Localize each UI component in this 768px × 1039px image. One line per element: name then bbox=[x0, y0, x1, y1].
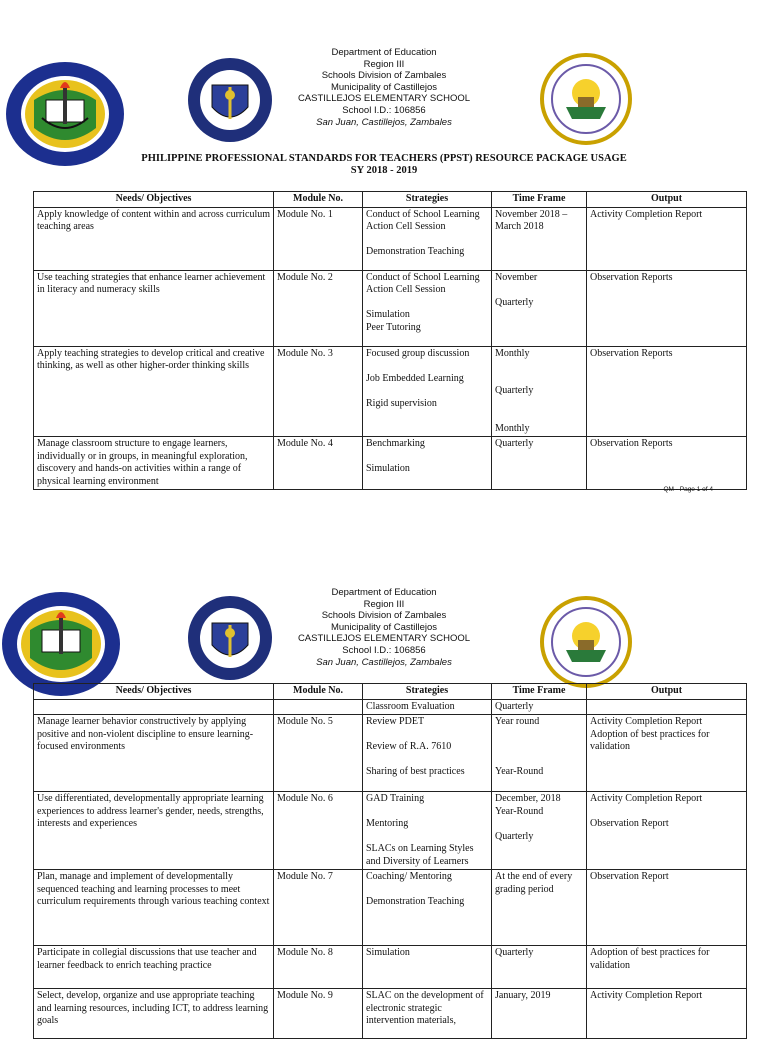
school-letterhead bbox=[0, 587, 768, 668]
letterhead-region: Region III bbox=[363, 598, 405, 610]
document-page-2 bbox=[0, 560, 768, 1024]
cell-need: Manage learner behavior constructively by applying positive and non-violent discipline to ensure learning-focused environments bbox=[34, 715, 274, 792]
cell-need: Apply knowledge of content within and across curriculum teaching areas bbox=[34, 207, 274, 270]
cell-output: Adoption of best practices for validation bbox=[587, 946, 747, 989]
cell-strategies: Coaching/ Mentoring Demonstration Teaching bbox=[363, 870, 492, 946]
cell-strategies: Focused group discussion Job Embedded Learning Rigid supervision bbox=[363, 346, 492, 437]
cell-need: Use differentiated, developmentally appropriate learning experiences to address learner's gender, needs, strengths, interests and experiences bbox=[34, 792, 274, 870]
document-page-1 bbox=[0, 0, 768, 512]
cell-strategies: Conduct of School Learning Action Cell Session Demonstration Teaching bbox=[363, 207, 492, 270]
cell-module: Module No. 2 bbox=[274, 270, 363, 346]
document-school-year: SY 2018 - 2019 bbox=[350, 165, 418, 176]
cell-time: November 2018 – March 2018 bbox=[492, 207, 587, 270]
cell-need bbox=[34, 699, 274, 715]
table-row bbox=[34, 989, 747, 1039]
table-row bbox=[34, 699, 747, 715]
header-strategies: Strategies bbox=[363, 684, 492, 700]
cell-output: Observation Reports bbox=[587, 270, 747, 346]
cell-module: Module No. 9 bbox=[274, 989, 363, 1039]
header-time-frame: Time Frame bbox=[492, 192, 587, 208]
cell-output: Observation Reports bbox=[587, 437, 747, 490]
table-row bbox=[34, 346, 747, 437]
cell-time: Year round Year-Round bbox=[492, 715, 587, 792]
letterhead-department: Department of Education bbox=[331, 47, 437, 58]
cell-need: Manage classroom structure to engage learners, individually or in groups, in meaningful exploration, discovery and hands-on activities within a range of physical learning environment bbox=[34, 437, 274, 490]
cell-module: Module No. 4 bbox=[274, 437, 363, 490]
header-needs-objectives: Needs/ Objectives bbox=[34, 192, 274, 208]
cell-time: December, 2018 Year-Round Quarterly bbox=[492, 792, 587, 870]
letterhead-municipality: Municipality of Castillejos bbox=[330, 621, 438, 633]
cell-output: Activity Completion Report Adoption of best practices for validation bbox=[587, 715, 747, 792]
header-needs-objectives: Needs/ Objectives bbox=[34, 684, 274, 700]
letterhead-address: San Juan, Castillejos, Zambales bbox=[316, 656, 452, 668]
cell-module: Module No. 6 bbox=[274, 792, 363, 870]
table-row bbox=[34, 207, 747, 270]
ppst-table-page-1 bbox=[33, 191, 747, 490]
cell-need: Use teaching strategies that enhance learner achievement in literacy and numeracy skills bbox=[34, 270, 274, 346]
document-title-line: PHILIPPINE PROFESSIONAL STANDARDS FOR TEACHERS (PPST) RESOURCE PACKAGE USAGE bbox=[141, 153, 627, 164]
table-row bbox=[34, 870, 747, 946]
cell-need: Plan, manage and implement of developmentally sequenced teaching and learning processes to meet curriculum requirements through various teaching context bbox=[34, 870, 274, 946]
header-strategies: Strategies bbox=[363, 192, 492, 208]
cell-output: Observation Report bbox=[587, 870, 747, 946]
cell-time: Monthly Quarterly Monthly bbox=[492, 346, 587, 437]
cell-strategies: Conduct of School Learning Action Cell Session Simulation Peer Tutoring bbox=[363, 270, 492, 346]
cell-time: January, 2019 bbox=[492, 989, 587, 1039]
cell-strategies: Classroom Evaluation bbox=[363, 699, 492, 715]
cell-output: Activity Completion Report bbox=[587, 989, 747, 1039]
header-module-no: Module No. bbox=[274, 684, 363, 700]
cell-output bbox=[587, 699, 747, 715]
cell-module: Module No. 1 bbox=[274, 207, 363, 270]
cell-module: Module No. 5 bbox=[274, 715, 363, 792]
cell-output: Observation Reports bbox=[587, 346, 747, 437]
cell-strategies: Review PDET Review of R.A. 7610 Sharing of best practices bbox=[363, 715, 492, 792]
cell-module: Module No. 7 bbox=[274, 870, 363, 946]
letterhead-school-id: School I.D.: 106856 bbox=[342, 644, 426, 656]
cell-module bbox=[274, 699, 363, 715]
ppst-table-page-2 bbox=[33, 683, 747, 1039]
cell-time: Quarterly bbox=[492, 437, 587, 490]
table-row bbox=[34, 715, 747, 792]
page-number-footer: QM - Page 1 of 4 bbox=[663, 486, 713, 493]
table-row bbox=[34, 946, 747, 989]
cell-strategies: Benchmarking Simulation bbox=[363, 437, 492, 490]
letterhead-address: San Juan, Castillejos, Zambales bbox=[316, 116, 452, 128]
cell-module: Module No. 3 bbox=[274, 346, 363, 437]
cell-time: Quarterly bbox=[492, 699, 587, 715]
header-output: Output bbox=[587, 684, 747, 700]
cell-output: Activity Completion Report bbox=[587, 207, 747, 270]
letterhead-division: Schools Division of Zambales bbox=[321, 70, 447, 82]
table-row bbox=[34, 792, 747, 870]
table-header-row bbox=[34, 684, 747, 700]
header-module-no: Module No. bbox=[274, 192, 363, 208]
letterhead-municipality: Municipality of Castillejos bbox=[330, 81, 438, 93]
letterhead-department: Department of Education bbox=[331, 587, 437, 598]
letterhead-school-name: CASTILLEJOS ELEMENTARY SCHOOL bbox=[297, 633, 471, 645]
header-time-frame: Time Frame bbox=[492, 684, 587, 700]
cell-strategies: SLAC on the development of electronic strategic intervention materials, bbox=[363, 989, 492, 1039]
header-output: Output bbox=[587, 192, 747, 208]
table-row bbox=[34, 437, 747, 490]
letterhead-region: Region III bbox=[363, 58, 405, 70]
cell-need: Apply teaching strategies to develop critical and creative thinking, as well as other higher-order thinking skills bbox=[34, 346, 274, 437]
letterhead-division: Schools Division of Zambales bbox=[321, 610, 447, 622]
cell-time: November Quarterly bbox=[492, 270, 587, 346]
cell-strategies: GAD Training Mentoring SLACs on Learning Styles and Diversity of Learners bbox=[363, 792, 492, 870]
table-header-row bbox=[34, 192, 747, 208]
school-letterhead bbox=[0, 47, 768, 128]
document-title bbox=[0, 153, 768, 177]
cell-need: Select, develop, organize and use appropriate teaching and learning resources, including ICT, to address learning goals bbox=[34, 989, 274, 1039]
cell-module: Module No. 8 bbox=[274, 946, 363, 989]
page-gap bbox=[0, 512, 768, 560]
cell-time: Quarterly bbox=[492, 946, 587, 989]
cell-time: At the end of every grading period bbox=[492, 870, 587, 946]
cell-output: Activity Completion Report Observation Report bbox=[587, 792, 747, 870]
table-row bbox=[34, 270, 747, 346]
letterhead-school-name: CASTILLEJOS ELEMENTARY SCHOOL bbox=[297, 93, 471, 105]
letterhead-school-id: School I.D.: 106856 bbox=[342, 104, 426, 116]
cell-strategies: Simulation bbox=[363, 946, 492, 989]
cell-need: Participate in collegial discussions that use teacher and learner feedback to enrich teaching practice bbox=[34, 946, 274, 989]
